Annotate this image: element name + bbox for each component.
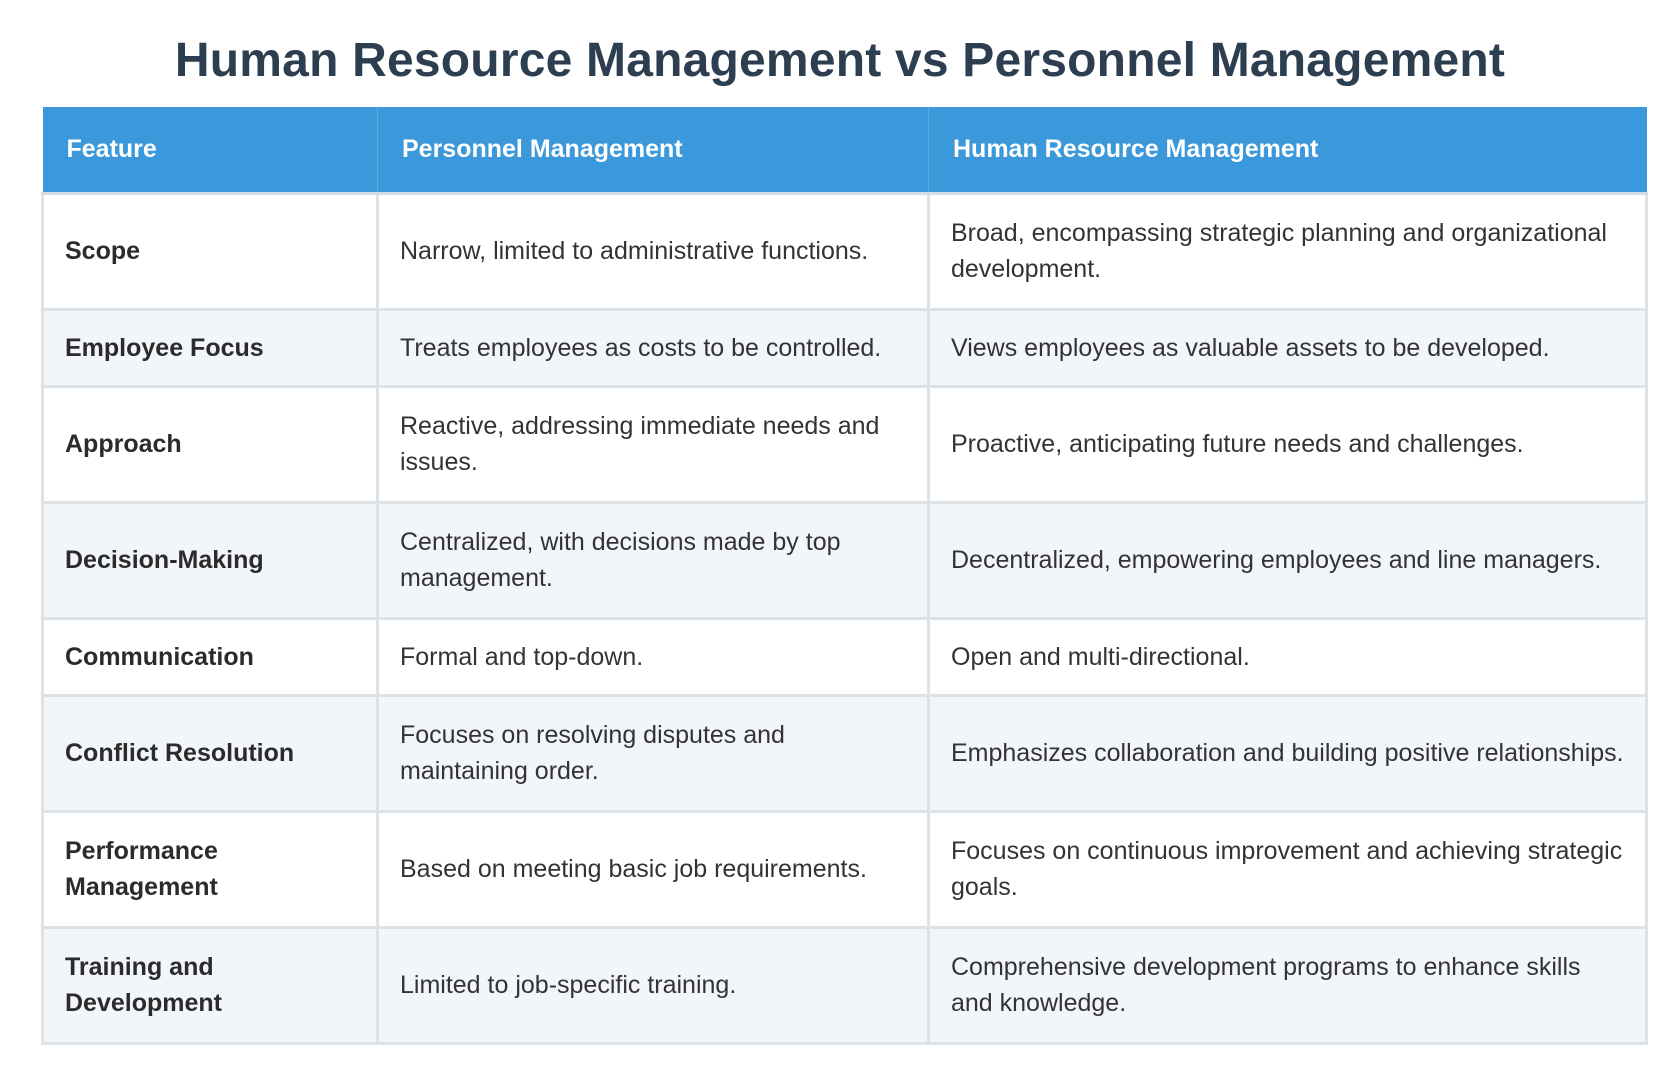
- comparison-table: [41, 107, 1648, 1045]
- hrm-cell: Proactive, anticipating future needs and challenges.: [929, 386, 1647, 502]
- header-row: [43, 107, 1647, 193]
- hrm-cell: Broad, encompassing strategic planning and organizational development.: [929, 193, 1647, 309]
- personnel-cell: Limited to job-specific training.: [378, 927, 929, 1043]
- feature-cell: Communication: [43, 618, 378, 695]
- feature-cell: Approach: [43, 386, 378, 502]
- table-header: [43, 107, 1647, 193]
- header-human-resource-management: Human Resource Management: [929, 107, 1647, 193]
- feature-cell: Performance Management: [43, 811, 378, 927]
- feature-cell: Decision-Making: [43, 502, 378, 618]
- personnel-cell: Focuses on resolving disputes and maintaining order.: [378, 695, 929, 811]
- table-row: [43, 502, 1647, 618]
- feature-cell: Conflict Resolution: [43, 695, 378, 811]
- table-row: [43, 193, 1647, 309]
- comparison-table-container: [41, 107, 1645, 1045]
- table-row: [43, 695, 1647, 811]
- hrm-cell: Views employees as valuable assets to be developed.: [929, 309, 1647, 386]
- page-title: Human Resource Management vs Personnel Management: [174, 34, 1506, 87]
- personnel-cell: Centralized, with decisions made by top management.: [378, 502, 929, 618]
- feature-cell: Scope: [43, 193, 378, 309]
- table-body: [43, 193, 1647, 1043]
- table-row: [43, 618, 1647, 695]
- header-personnel-management: Personnel Management: [378, 107, 929, 193]
- table-row: [43, 811, 1647, 927]
- hrm-cell: Focuses on continuous improvement and achieving strategic goals.: [929, 811, 1647, 927]
- feature-cell: Employee Focus: [43, 309, 378, 386]
- personnel-cell: Based on meeting basic job requirements.: [378, 811, 929, 927]
- hrm-cell: Comprehensive development programs to enhance skills and knowledge.: [929, 927, 1647, 1043]
- hrm-cell: Emphasizes collaboration and building positive relationships.: [929, 695, 1647, 811]
- personnel-cell: Treats employees as costs to be controlled.: [378, 309, 929, 386]
- personnel-cell: Formal and top-down.: [378, 618, 929, 695]
- table-row: [43, 386, 1647, 502]
- hrm-cell: Open and multi-directional.: [929, 618, 1647, 695]
- table-row: [43, 309, 1647, 386]
- personnel-cell: Narrow, limited to administrative functions.: [378, 193, 929, 309]
- header-feature: Feature: [43, 107, 378, 193]
- hrm-cell: Decentralized, empowering employees and line managers.: [929, 502, 1647, 618]
- table-row: [43, 927, 1647, 1043]
- feature-cell: Training and Development: [43, 927, 378, 1043]
- personnel-cell: Reactive, addressing immediate needs and issues.: [378, 386, 929, 502]
